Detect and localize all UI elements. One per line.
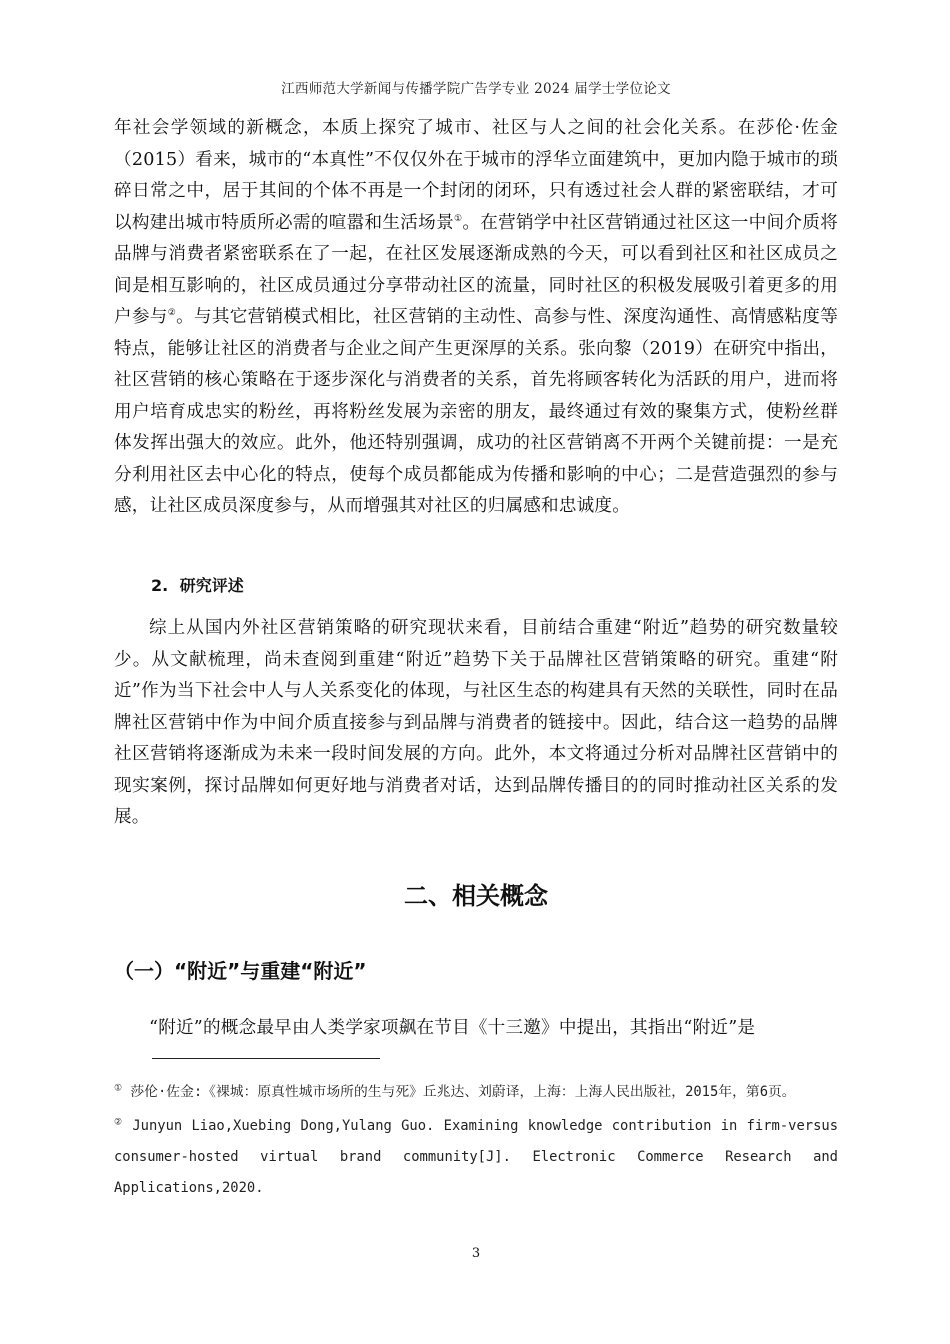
footnote-marker: ① [114,1083,123,1094]
footnote-1 [114,1077,838,1108]
subsection-title: 研究评述 [179,576,244,595]
paragraph-text: 综上从国内外社区营销策略的研究现状来看，目前结合重建“附近”趋势的研究数量较少。从文献梳理，尚未查阅到重建“附近”趋势下关于品牌社区营销策略的研究。重建“附近”作为当下社会中人与人关系变化的体现，与社区生态的构建具有天然的关联性，同时在品牌社区营销中作为中间介质直接参与到品牌与消费者的链接中。因此，结合这一趋势的品牌社区营销将逐渐成为未来一段时间发展的方向。此外，本文将通过分析对品牌社区营销中的现实案例，探讨品牌如何更好地与消费者对话，达到品牌传播目的的同时推动社区关系的发展。 [114,618,838,827]
section-heading: （一）“附近”与重建“附近” [114,959,367,983]
running-header: 江西师范大学新闻与传播学院广告学专业 2024 届学士学位论文 [281,81,671,97]
subsection-heading [151,570,244,601]
body-paragraph-2 [114,613,838,834]
footnote-separator [152,1058,380,1059]
footnote-marker: ② [114,1117,124,1128]
footnotes [114,1077,838,1204]
paragraph-text: “附近”的概念最早由人类学家项飙在节目《十三邀》中提出，其指出“附近”是 [149,1018,756,1038]
footnote-text: 莎伦·佐金:《裸城：原真性城市场所的生与死》丘兆达、刘蔚译，上海：上海人民出版社，2015年，第6页。 [122,1084,796,1100]
body-paragraph-3 [114,1013,838,1045]
footnote-2 [114,1111,838,1204]
footnote-ref-1[interactable]: ① [453,213,463,224]
chapter-heading: 二、相关概念 [404,882,548,910]
paragraph-text: 年社会学领域的新概念，本质上探究了城市、社区与人之间的社会化关系。在莎伦·佐金（2015）看来，城市的“本真性”不仅仅外在于城市的浮华立面建筑中，更加内隐于城市的琐碎日常之中，居于其间的个体不再是一个封闭的闭环，只有透过社会人群的紧密联结，才可以构建出城市特质所必需的喧嚣和生活场景 [114,118,838,233]
paragraph-text: 。在营销学中社区营销通过社区这一中间介质将品牌与消费者紧密联系在了一起，在社区发展逐渐成熟的今天，可以看到社区和社区成员之间是相互影响的，社区成员通过分享带动社区的流量，同时社区的积极发展吸引着更多的用户参与 [114,212,838,327]
footnote-ref-2[interactable]: ② [167,308,177,319]
footnote-text: Junyun Liao,Xuebing Dong,Yulang Guo. Examining knowledge contribution in firm-versus consumer-hosted virtual brand community[J]. Electronic Commerce Research and Applications,2020. [114,1118,838,1196]
paragraph-text: 。与其它营销模式相比，社区营销的主动性、高参与性、深度沟通性、高情感粘度等特点，能够让社区的消费者与企业之间产生更深厚的关系。张向黎（2019）在研究中指出，社区营销的核心策略在于逐步深化与消费者的关系，首先将顾客转化为活跃的用户，进而将用户培育成忠实的粉丝，再将粉丝发展为亲密的朋友，最终通过有效的聚集方式，使粉丝群体发挥出强大的效应。此外，他还特别强调，成功的社区营销离不开两个关键前提：一是充分利用社区去中心化的特点，使每个成员都能成为传播和影响的中心；二是营造强烈的参与感，让社区成员深度参与，从而增强其对社区的归属感和忠诚度。 [114,307,838,516]
page-number: 3 [471,1246,481,1261]
subsection-number: 2. [151,576,169,595]
body-paragraph-1 [114,113,838,523]
